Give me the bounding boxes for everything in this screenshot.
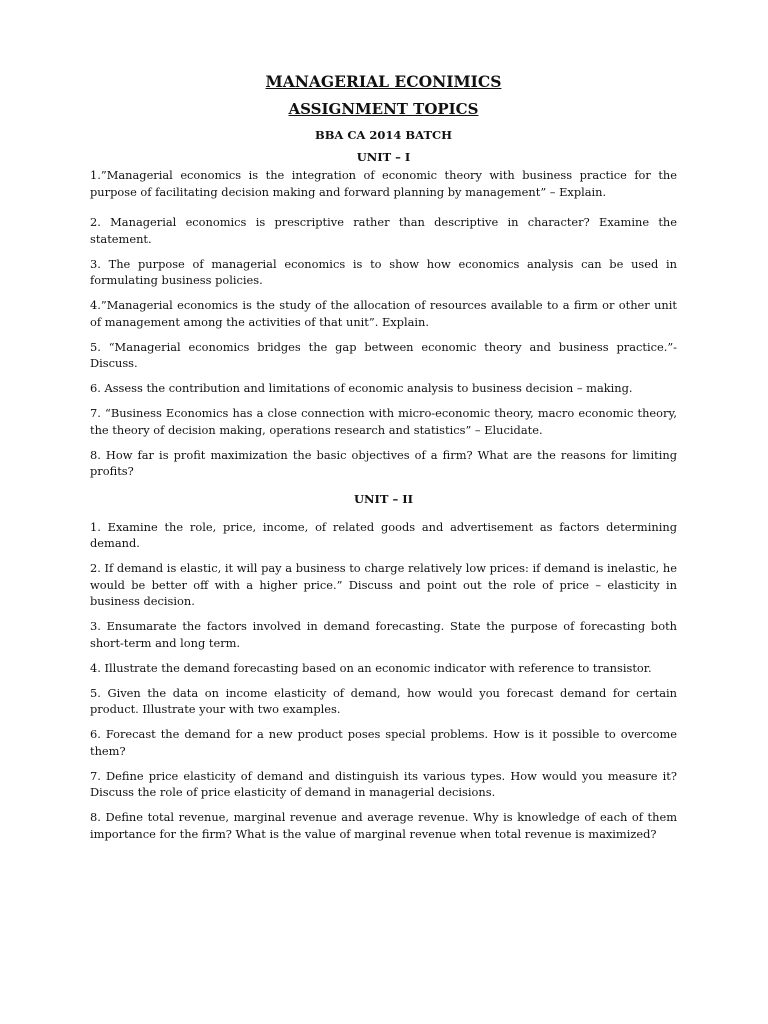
unit-2-question-4: 4. Illustrate the demand forecasting based on an economic indicator with reference to transistor. [90,660,652,675]
unit-1-question-1: 1.”Managerial economics is the integration of economic theory with business practice for the purpose of facilitating decision making and forward planning by management” – Explain. [90,168,677,199]
document-subtitle: ASSIGNMENT TOPICS [288,100,479,118]
unit-1-heading: UNIT – I [356,150,411,164]
batch-label: BBA CA 2014 BATCH [314,128,453,142]
unit-1-question-6: 6. Assess the contribution and limitations of economic analysis to business decision – making. [90,381,633,395]
unit-1-question-2: 2. Managerial economics is prescriptive rather than descriptive in character? Examine the statement. [90,215,677,246]
unit-2-section [90,492,677,843]
unit-1-question-4: 4.”Managerial economics is the study of the allocation of resources available to a firm or other unit of management among the activities of that unit”. Explain. [90,298,677,329]
unit-1-section [90,150,677,480]
unit-1-question-8: 8. How far is profit maximization the basic objectives of a firm? What are the reasons for limiting profits? [90,447,677,478]
unit-1-question-3: 3. The purpose of managerial economics is to show how economics analysis can be used in formulating business policies. [90,256,677,287]
unit-1-question-5: 5. “Managerial economics bridges the gap between economic theory and business practice.”- Discuss. [90,339,677,370]
unit-2-question-7: 7. Define price elasticity of demand and distinguish its various types. How would you measure it? Discuss the role of price elasticity of demand in managerial decisions. [90,768,677,799]
unit-2-question-2: 2. If demand is elastic, it will pay a business to charge relatively low prices: if demand is inelastic, he would be better off with a higher price.” Discuss and point out the role of price – elasticity in business decision. [90,561,677,608]
unit-1-question-7: 7. “Business Economics has a close connection with micro-economic theory, macro economic theory, the theory of decision making, operations research and statistics” – Elucidate. [90,406,677,437]
unit-2-question-1: 1. Examine the role, price, income, of related goods and advertisement as factors determining demand. [90,519,677,550]
unit-2-question-6: 6. Forecast the demand for a new product poses special problems. How is it possible to overcome them? [90,727,677,758]
unit-2-question-3: 3. Ensumarate the factors involved in demand forecasting. State the purpose of forecasting both short-term and long term. [90,619,677,650]
unit-2-heading: UNIT – II [354,491,413,506]
unit-2-question-8: 8. Define total revenue, marginal revenue and average revenue. Why is knowledge of each of them importance for the firm? What is the value of marginal revenue when total revenue is maximized? [90,810,677,841]
unit-2-question-5: 5. Given the data on income elasticity of demand, how would you forecast demand for certain product. Illustrate your with two examples. [90,685,677,716]
document-title: MANAGERIAL ECONIMICS [265,72,502,91]
